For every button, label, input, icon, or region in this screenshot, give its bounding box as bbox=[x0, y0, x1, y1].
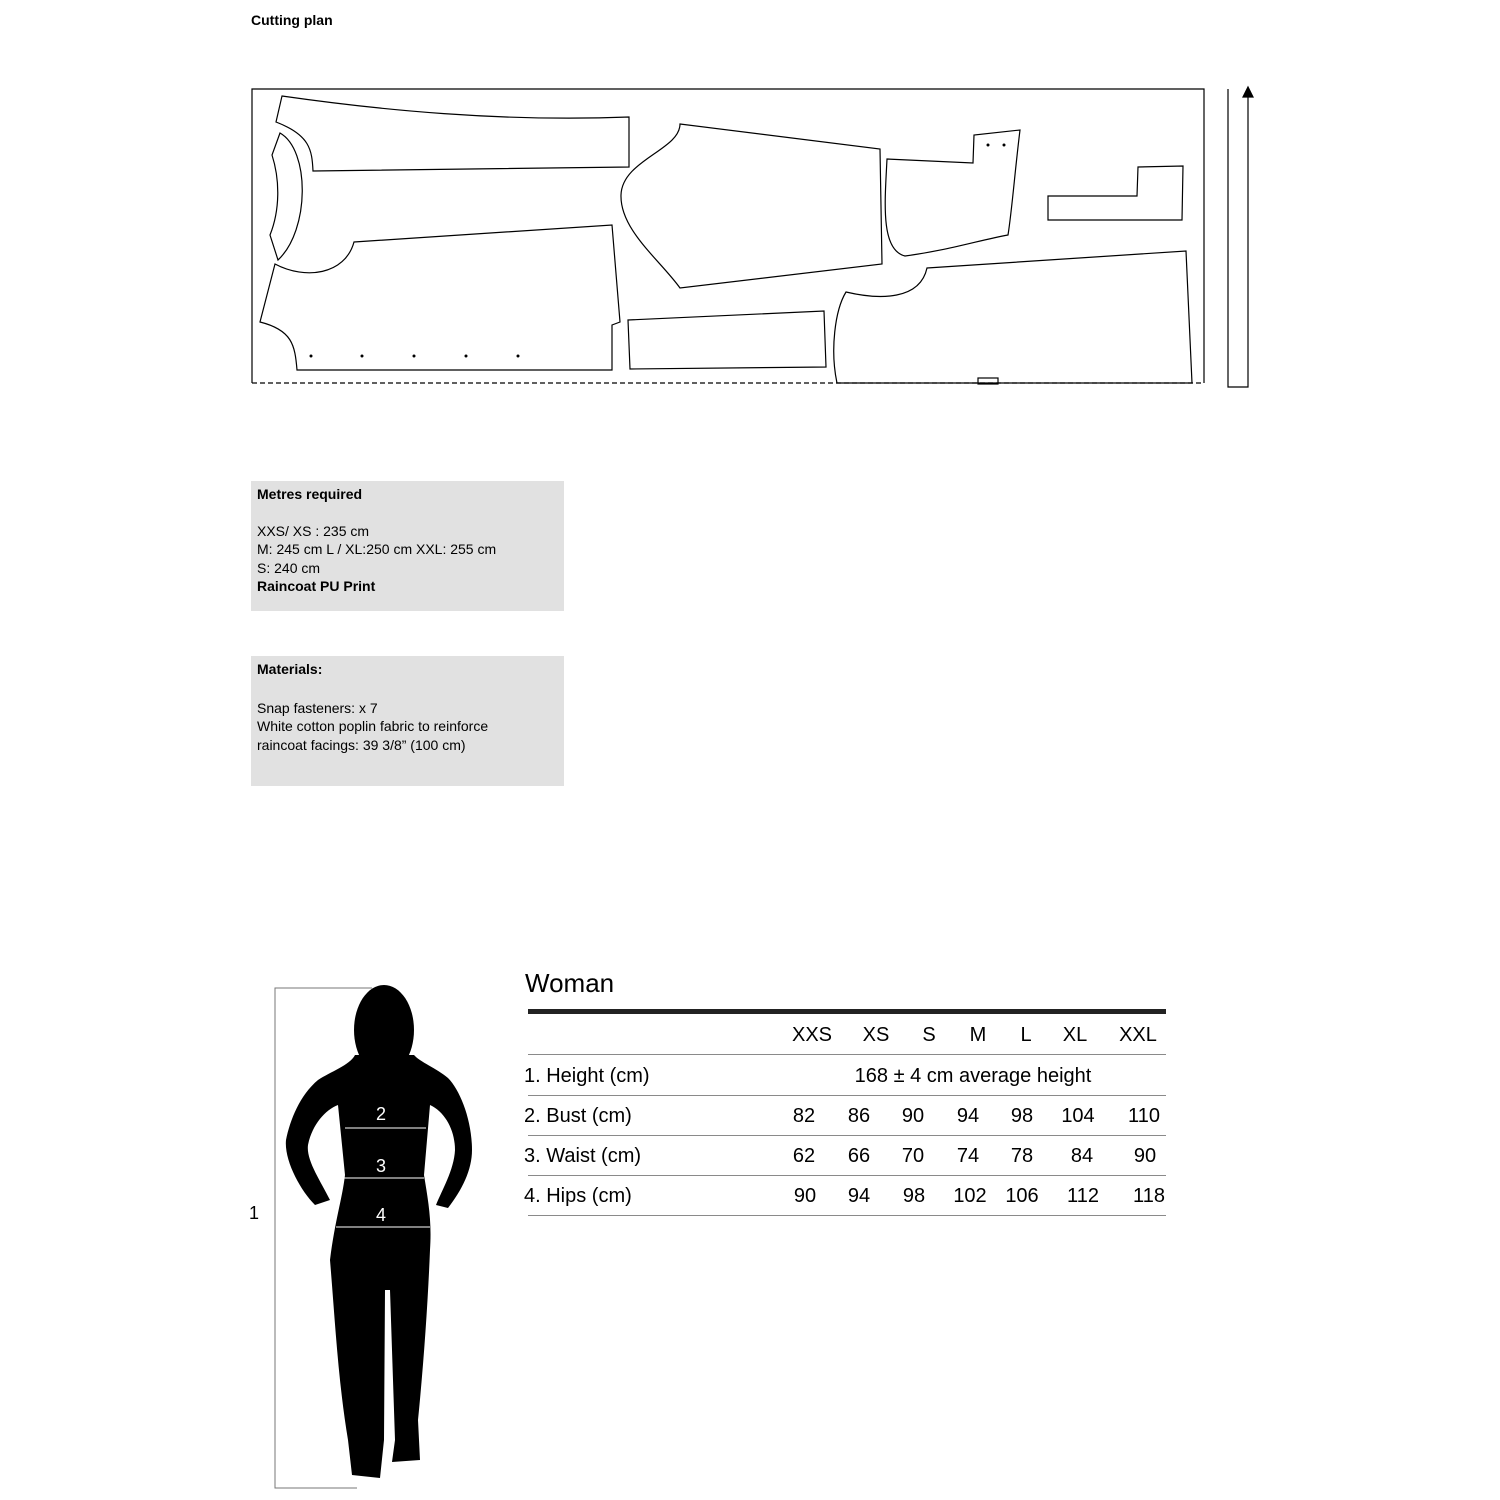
materials-box bbox=[251, 656, 564, 786]
cell: 104 bbox=[1061, 1105, 1095, 1127]
size-header: L bbox=[1020, 1024, 1032, 1046]
materials-line: raincoat facings: 39 3/8” (100 cm) bbox=[257, 736, 466, 753]
height-row bbox=[524, 1055, 1166, 1096]
fabric-name: Raincoat PU Print bbox=[257, 578, 376, 594]
waist-number: 3 bbox=[375, 1156, 387, 1176]
pattern-piece-pocket bbox=[885, 130, 1020, 256]
metres-line: M: 245 cm L / XL:250 cm XXL: 255 cm bbox=[257, 541, 497, 557]
cell: 106 bbox=[1005, 1185, 1039, 1207]
materials-line: White cotton poplin fabric to reinforce bbox=[257, 718, 489, 734]
row-label: 2. Bust (cm) bbox=[524, 1105, 632, 1127]
cell: 86 bbox=[847, 1105, 871, 1127]
cell: 98 bbox=[1010, 1105, 1034, 1127]
grain-arrow bbox=[1228, 89, 1248, 387]
fabric-outline bbox=[252, 89, 1204, 383]
pattern-piece-tab bbox=[1048, 166, 1183, 220]
hips-row bbox=[524, 1175, 1166, 1216]
woman-silhouette bbox=[286, 985, 472, 1478]
cell: 62 bbox=[792, 1145, 816, 1167]
cell: 90 bbox=[901, 1105, 925, 1127]
cell: 94 bbox=[956, 1105, 980, 1127]
pattern-piece-front bbox=[834, 251, 1192, 383]
page-title: Cutting plan bbox=[251, 12, 333, 28]
cell: 102 bbox=[953, 1185, 987, 1207]
row-label: 3. Waist (cm) bbox=[524, 1145, 642, 1167]
cell: 118 bbox=[1133, 1185, 1165, 1207]
cell: 98 bbox=[902, 1185, 926, 1207]
size-header: XS bbox=[862, 1024, 890, 1046]
pattern-piece-band bbox=[628, 311, 826, 369]
body-measurement-figure bbox=[240, 975, 490, 1495]
cell: 84 bbox=[1070, 1145, 1094, 1167]
size-chart-title: Woman bbox=[525, 968, 615, 998]
cell: 110 bbox=[1128, 1105, 1160, 1127]
grain-arrow-head bbox=[1243, 87, 1253, 97]
pattern-piece-raglan-sleeve bbox=[621, 124, 882, 288]
cell: 70 bbox=[901, 1145, 925, 1167]
height-note: 168 ± 4 cm average height bbox=[854, 1065, 1092, 1087]
cell: 90 bbox=[793, 1185, 817, 1207]
metres-line: XXS/ XS : 235 cm bbox=[257, 522, 370, 539]
metres-required-box bbox=[251, 481, 564, 611]
pattern-piece-facing bbox=[270, 133, 302, 260]
cell: 90 bbox=[1133, 1145, 1157, 1167]
waist-row bbox=[524, 1135, 1166, 1176]
size-header: XXS bbox=[791, 1024, 833, 1046]
pattern-piece-back bbox=[260, 225, 620, 370]
size-header: S bbox=[922, 1024, 936, 1046]
pattern-piece-sleeve bbox=[276, 96, 629, 171]
metres-heading: Metres required bbox=[257, 486, 363, 502]
cell: 94 bbox=[847, 1185, 871, 1207]
metres-line: S: 240 cm bbox=[257, 559, 321, 576]
row-label: 4. Hips (cm) bbox=[524, 1185, 632, 1207]
materials-heading: Materials: bbox=[257, 661, 323, 677]
snap-markers bbox=[310, 144, 1006, 358]
row-label: 1. Height (cm) bbox=[524, 1065, 650, 1087]
size-header-row bbox=[528, 1014, 1166, 1055]
hips-number: 4 bbox=[375, 1205, 387, 1225]
bust-number: 2 bbox=[375, 1104, 387, 1124]
cell: 82 bbox=[792, 1105, 816, 1127]
cutting-plan-diagram bbox=[240, 80, 1260, 400]
cell: 78 bbox=[1010, 1145, 1034, 1167]
cell: 74 bbox=[956, 1145, 980, 1167]
height-number: 1 bbox=[249, 1203, 260, 1223]
size-header: XXL bbox=[1119, 1024, 1157, 1046]
materials-line: Snap fasteners: x 7 bbox=[257, 699, 378, 716]
cell: 112 bbox=[1067, 1185, 1099, 1207]
size-header: XL bbox=[1062, 1024, 1088, 1046]
cell: 66 bbox=[847, 1145, 871, 1167]
bust-row bbox=[524, 1095, 1166, 1136]
size-header: M bbox=[969, 1024, 987, 1046]
